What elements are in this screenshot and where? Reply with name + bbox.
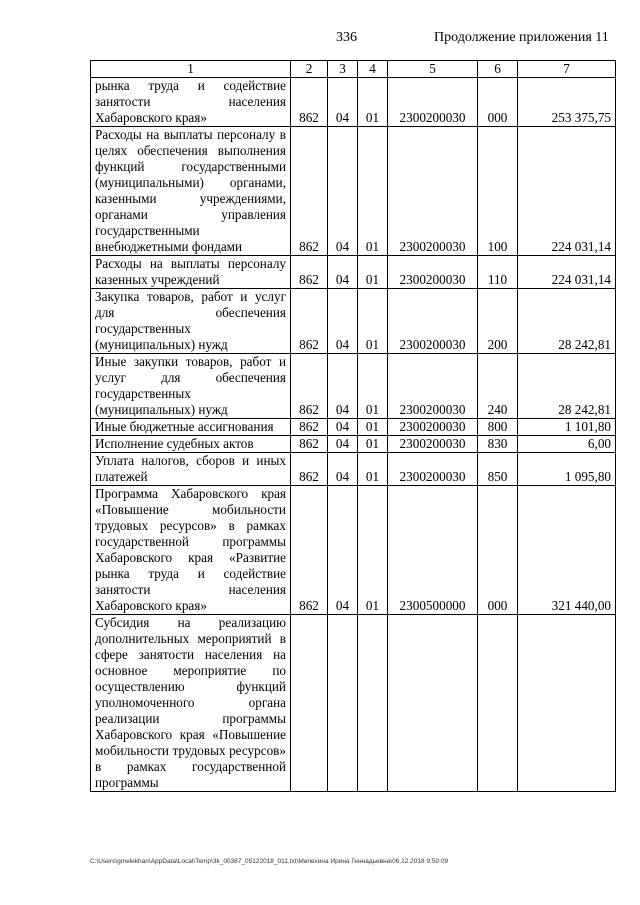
table-header-row <box>91 61 616 78</box>
cell-amount: 224 031,14 <box>518 256 616 289</box>
table-row <box>91 419 616 436</box>
cell-name: Иные бюджетные ассигнования <box>91 419 291 436</box>
cell-code-4 <box>358 615 388 792</box>
cell-amount: 253 375,75 <box>518 78 616 127</box>
cell-code-2: 862 <box>291 78 328 127</box>
cell-code-6: 200 <box>478 289 518 354</box>
cell-code-4: 01 <box>358 354 388 419</box>
cell-name: Расходы на выплаты персоналу в целях обеспечения выполнения функций государственными (муниципальными) органами, казенными учреждениями, органами управления государственными внебюджетными фондами <box>91 127 291 256</box>
table-row <box>91 615 616 792</box>
cell-name: Расходы на выплаты персоналу казенных учреждений <box>91 256 291 289</box>
cell-name: Закупка товаров, работ и услуг для обеспечения государственных (муниципальных) нужд <box>91 289 291 354</box>
table-row <box>91 486 616 615</box>
cell-amount: 28 242,81 <box>518 354 616 419</box>
table-row <box>91 436 616 453</box>
cell-code-3: 04 <box>328 256 358 289</box>
cell-code-2: 862 <box>291 486 328 615</box>
cell-code-2: 862 <box>291 453 328 486</box>
cell-code-5: 2300200030 <box>388 78 478 127</box>
cell-name: Субсидия на реализацию дополнительных мероприятий в сфере занятости населения на основное мероприятие по осуществлению функций уполномоченного органа реализации программы Хабаровского края «Повышение мобильности трудовых ресурсов» в рамках государственной программы <box>91 615 291 792</box>
table-row <box>91 354 616 419</box>
cell-code-4: 01 <box>358 419 388 436</box>
cell-amount: 1 101,80 <box>518 419 616 436</box>
cell-code-6: 830 <box>478 436 518 453</box>
cell-amount: 28 242,81 <box>518 289 616 354</box>
cell-code-4: 01 <box>358 127 388 256</box>
cell-amount: 321 440,00 <box>518 486 616 615</box>
page-number: 336 <box>336 30 357 45</box>
cell-code-3: 04 <box>328 127 358 256</box>
cell-code-6: 000 <box>478 486 518 615</box>
cell-code-6 <box>478 615 518 792</box>
cell-code-5: 2300200030 <box>388 354 478 419</box>
column-header: 3 <box>328 61 358 78</box>
cell-code-2 <box>291 615 328 792</box>
cell-code-2: 862 <box>291 127 328 256</box>
cell-code-6: 240 <box>478 354 518 419</box>
cell-name: рынка труда и содействие занятости населения Хабаровского края» <box>91 78 291 127</box>
footer-path: C:\Users\gmelekhan\AppData\Local\Temp\3k_00387_05122018_011.txt\Мелехина Ирина Геннадьевна\06.12.2018 9:50:09 <box>90 858 449 865</box>
cell-code-5: 2300500000 <box>388 486 478 615</box>
cell-code-5: 2300200030 <box>388 127 478 256</box>
table-body <box>91 78 616 792</box>
cell-code-3: 04 <box>328 453 358 486</box>
column-header: 4 <box>358 61 388 78</box>
cell-code-4: 01 <box>358 436 388 453</box>
cell-code-4: 01 <box>358 453 388 486</box>
table-row <box>91 289 616 354</box>
cell-code-5 <box>388 615 478 792</box>
cell-code-2: 862 <box>291 289 328 354</box>
cell-code-5: 2300200030 <box>388 453 478 486</box>
cell-name: Программа Хабаровского края «Повышение мобильности трудовых ресурсов» в рамках государственной программы Хабаровского края «Развитие рынка труда и содействие занятости населения Хабаровского края» <box>91 486 291 615</box>
cell-code-5: 2300200030 <box>388 289 478 354</box>
table-row <box>91 127 616 256</box>
column-header: 2 <box>291 61 328 78</box>
cell-code-4: 01 <box>358 78 388 127</box>
cell-code-2: 862 <box>291 419 328 436</box>
budget-table <box>90 60 616 792</box>
cell-code-4: 01 <box>358 486 388 615</box>
cell-code-5: 2300200030 <box>388 256 478 289</box>
cell-amount: 224 031,14 <box>518 127 616 256</box>
cell-code-5: 2300200030 <box>388 436 478 453</box>
cell-code-4: 01 <box>358 289 388 354</box>
cell-code-2: 862 <box>291 354 328 419</box>
cell-name: Исполнение судебных актов <box>91 436 291 453</box>
cell-code-2: 862 <box>291 436 328 453</box>
cell-amount: 1 095,80 <box>518 453 616 486</box>
table-row <box>91 453 616 486</box>
cell-code-3: 04 <box>328 354 358 419</box>
cell-code-2: 862 <box>291 256 328 289</box>
cell-code-6: 000 <box>478 78 518 127</box>
column-header: 6 <box>478 61 518 78</box>
table-row <box>91 256 616 289</box>
cell-code-3: 04 <box>328 419 358 436</box>
appendix-label: Продолжение приложения 11 <box>434 30 609 45</box>
cell-code-6: 110 <box>478 256 518 289</box>
cell-code-4: 01 <box>358 256 388 289</box>
column-header: 5 <box>388 61 478 78</box>
cell-amount: 6,00 <box>518 436 616 453</box>
column-header: 1 <box>91 61 291 78</box>
cell-code-3: 04 <box>328 486 358 615</box>
cell-name: Иные закупки товаров, работ и услуг для обеспечения государственных (муниципальных) нужд <box>91 354 291 419</box>
cell-code-3: 04 <box>328 78 358 127</box>
cell-code-6: 800 <box>478 419 518 436</box>
cell-code-6: 850 <box>478 453 518 486</box>
cell-code-3: 04 <box>328 436 358 453</box>
cell-amount <box>518 615 616 792</box>
column-header: 7 <box>518 61 616 78</box>
table-row <box>91 78 616 127</box>
cell-code-5: 2300200030 <box>388 419 478 436</box>
cell-code-3: 04 <box>328 289 358 354</box>
cell-code-3 <box>328 615 358 792</box>
cell-name: Уплата налогов, сборов и иных платежей <box>91 453 291 486</box>
cell-code-6: 100 <box>478 127 518 256</box>
